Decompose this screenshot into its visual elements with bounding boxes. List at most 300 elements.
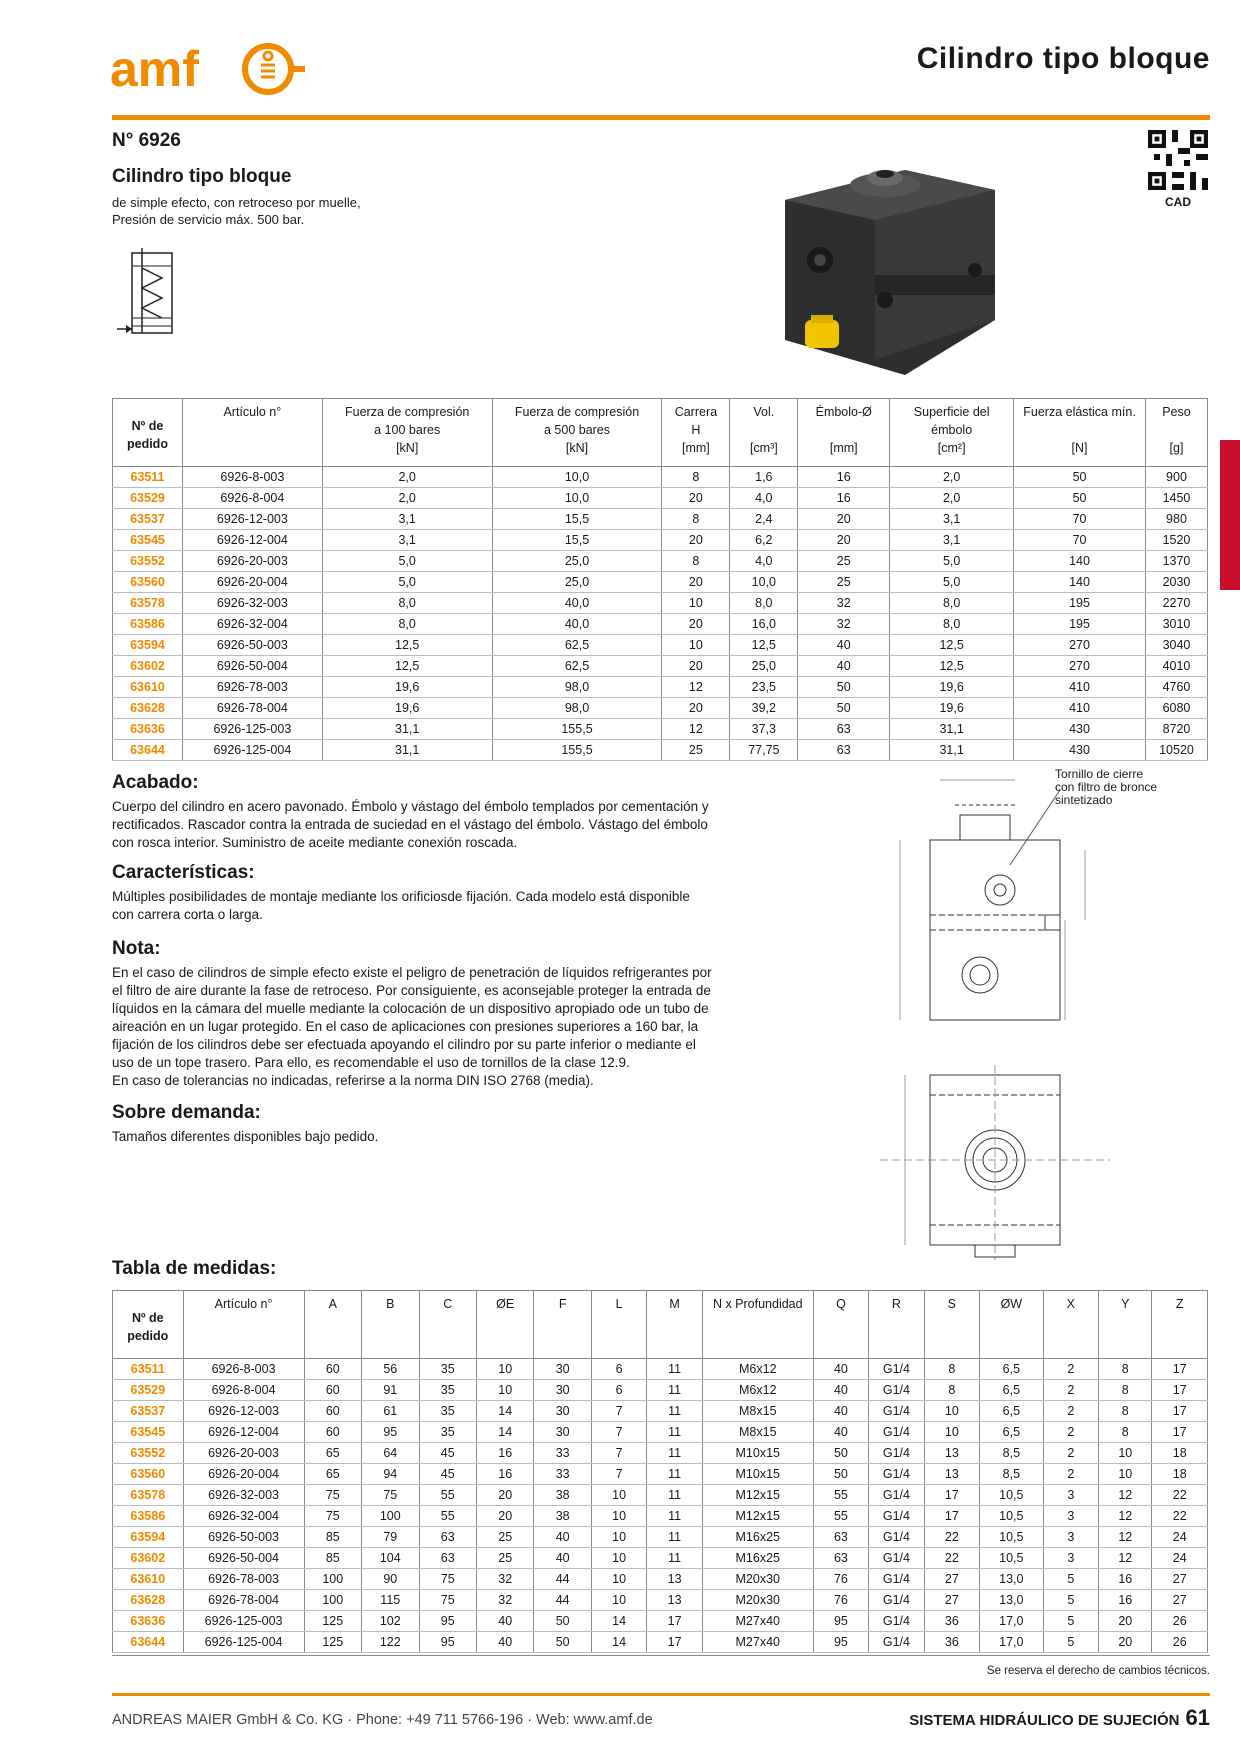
table-row (113, 1506, 1208, 1527)
table-cell: 13,0 (980, 1590, 1044, 1611)
table-cell: 20 (798, 530, 890, 551)
table-cell: G1/4 (869, 1380, 924, 1401)
table-cell: 64 (362, 1443, 419, 1464)
table-cell: 14 (591, 1611, 646, 1632)
table-cell: 63 (798, 740, 890, 761)
table-cell: 35 (419, 1359, 476, 1380)
table-cell: 6926-50-003 (182, 635, 322, 656)
table-cell: 980 (1145, 509, 1207, 530)
table-cell: 17,0 (980, 1611, 1044, 1632)
table-cell: 75 (419, 1569, 476, 1590)
header-cell: N x Profundidad (702, 1291, 813, 1359)
table-cell: 50 (534, 1632, 591, 1653)
table-cell: 3,1 (322, 530, 492, 551)
table-cell: 6,5 (980, 1422, 1044, 1443)
order-number-cell: 63610 (113, 677, 183, 698)
table-cell: 63 (419, 1548, 476, 1569)
table-row (113, 1485, 1208, 1506)
table-cell: 6926-50-003 (183, 1527, 304, 1548)
table-cell: G1/4 (869, 1443, 924, 1464)
nota-heading: Nota: (112, 938, 161, 959)
table-cell: 270 (1014, 656, 1146, 677)
technical-drawing-front (860, 1045, 1110, 1265)
header-cell: Superficie del émbolo [cm²] (890, 399, 1014, 467)
table-row (113, 488, 1208, 509)
table-row (113, 1464, 1208, 1485)
specs-table (112, 398, 1208, 761)
table-cell: 44 (534, 1569, 591, 1590)
section-name: SISTEMA HIDRÁULICO DE SUJECIÓN (909, 1712, 1180, 1729)
table-cell: 65 (304, 1464, 361, 1485)
table-cell: 12 (1099, 1548, 1152, 1569)
table-cell: 2 (1043, 1464, 1098, 1485)
section-color-tab (1220, 440, 1240, 590)
table-cell: 75 (362, 1485, 419, 1506)
table-cell: 16 (798, 467, 890, 488)
table-row (113, 1548, 1208, 1569)
order-number-cell: 63602 (113, 656, 183, 677)
table-cell: 2 (1043, 1359, 1098, 1380)
table-cell: G1/4 (869, 1506, 924, 1527)
table-cell: 20 (662, 572, 730, 593)
table-cell: 410 (1014, 677, 1146, 698)
footer-divider (112, 1655, 1210, 1656)
table-cell: 104 (362, 1548, 419, 1569)
table-cell: 22 (1152, 1485, 1208, 1506)
table-cell: 6,2 (730, 530, 798, 551)
header-cell: M (647, 1291, 702, 1359)
table-cell: 35 (419, 1401, 476, 1422)
table-row (113, 593, 1208, 614)
page-number: 61 (1185, 1705, 1210, 1730)
table-cell: 8 (1099, 1401, 1152, 1422)
table-cell: 13,0 (980, 1569, 1044, 1590)
order-number-cell: 63560 (113, 572, 183, 593)
header-cell: F (534, 1291, 591, 1359)
table-cell: 100 (304, 1569, 361, 1590)
header-cell: ØW (980, 1291, 1044, 1359)
table-row (113, 635, 1208, 656)
table-cell: M16x25 (702, 1548, 813, 1569)
table-cell: 900 (1145, 467, 1207, 488)
table-cell: M20x30 (702, 1590, 813, 1611)
table-row (113, 719, 1208, 740)
table-cell: 10 (591, 1548, 646, 1569)
table-cell: G1/4 (869, 1401, 924, 1422)
table-row (113, 530, 1208, 551)
table-cell: 410 (1014, 698, 1146, 719)
table-cell: 5 (1043, 1590, 1098, 1611)
page-title: Cilindro tipo bloque (916, 42, 1210, 75)
table-cell: 79 (362, 1527, 419, 1548)
table-cell: 20 (662, 698, 730, 719)
cad-label: CAD (1165, 195, 1191, 209)
table-cell: 6,5 (980, 1359, 1044, 1380)
order-number-cell: 63545 (113, 530, 183, 551)
table-cell: 31,1 (890, 740, 1014, 761)
table-row (113, 509, 1208, 530)
table-cell: 10520 (1145, 740, 1207, 761)
table-cell: 125 (304, 1632, 361, 1653)
table-cell: 8720 (1145, 719, 1207, 740)
table-cell: 10 (924, 1422, 979, 1443)
acabado-text: Cuerpo del cilindro en acero pavonado. Émbolo y vástago del émbolo templados por cementación y rectificados. Rascador contra la entrada de suciedad en el vástago del émbolo. Vástago del émbolo con rosca interior. Suministro de aceite mediante conexión roscada. (112, 799, 709, 850)
table-cell: 8,0 (322, 614, 492, 635)
table-cell: 17 (924, 1485, 979, 1506)
table-cell: 8 (1099, 1359, 1152, 1380)
table-cell: 6926-32-003 (182, 593, 322, 614)
dims-header-row (113, 1291, 1208, 1359)
specs-header-row (113, 399, 1208, 467)
table-cell: 6 (591, 1380, 646, 1401)
table-cell: 27 (1152, 1590, 1208, 1611)
table-row (113, 1359, 1208, 1380)
table-cell: 95 (362, 1422, 419, 1443)
table-cell: G1/4 (869, 1422, 924, 1443)
table-cell: 8 (662, 509, 730, 530)
table-cell: 62,5 (492, 656, 662, 677)
table-cell: 12 (662, 677, 730, 698)
header-rule (112, 115, 1210, 120)
table-cell: 32 (798, 593, 890, 614)
table-cell: 6926-125-004 (183, 1632, 304, 1653)
table-cell: 7 (591, 1464, 646, 1485)
table-cell: 32 (798, 614, 890, 635)
table-cell: 65 (304, 1443, 361, 1464)
table-cell: 155,5 (492, 740, 662, 761)
table-cell: 40 (476, 1611, 533, 1632)
footer-section (909, 1705, 1210, 1731)
table-cell: 25 (662, 740, 730, 761)
table-cell: 27 (924, 1590, 979, 1611)
table-cell: 22 (924, 1548, 979, 1569)
table-cell: 19,6 (890, 698, 1014, 719)
table-cell: 26 (1152, 1611, 1208, 1632)
table-cell: M12x15 (702, 1506, 813, 1527)
table-cell: 6926-32-004 (183, 1506, 304, 1527)
table-cell: 40,0 (492, 593, 662, 614)
table-cell: 6926-12-004 (183, 1422, 304, 1443)
product-name: Cilindro tipo bloque (112, 166, 292, 187)
table-cell: 4,0 (730, 551, 798, 572)
table-cell: M27x40 (702, 1632, 813, 1653)
table-cell: 16 (1099, 1590, 1152, 1611)
table-cell: 6,5 (980, 1401, 1044, 1422)
specs-body (113, 467, 1208, 761)
table-cell: 77,75 (730, 740, 798, 761)
order-number-cell: 63545 (113, 1422, 184, 1443)
company-info: ANDREAS MAIER GmbH & Co. KG · Phone: +49 711 5766-196 · Web: www.amf.de (112, 1712, 653, 1728)
table-cell: 61 (362, 1401, 419, 1422)
table-cell: 5,0 (890, 572, 1014, 593)
header-cell: X (1043, 1291, 1098, 1359)
table-cell: 20 (662, 488, 730, 509)
table-cell: 25,0 (492, 551, 662, 572)
table-cell: 10 (924, 1401, 979, 1422)
table-cell: 5 (1043, 1569, 1098, 1590)
table-row (113, 1422, 1208, 1443)
table-cell: 50 (1014, 488, 1146, 509)
table-cell: 122 (362, 1632, 419, 1653)
table-cell: 63 (798, 719, 890, 740)
table-cell: G1/4 (869, 1569, 924, 1590)
table-cell: 4760 (1145, 677, 1207, 698)
table-row (113, 1590, 1208, 1611)
product-number: N° 6926 (112, 130, 181, 151)
qr-code-icon[interactable] (1148, 130, 1208, 190)
order-number-cell: 63578 (113, 1485, 184, 1506)
table-row (113, 467, 1208, 488)
table-cell: 2 (1043, 1401, 1098, 1422)
table-cell: 76 (813, 1569, 868, 1590)
caracteristicas-text: Múltiples posibilidades de montaje mediante los orificiosde fijación. Cada modelo está disponible con carrera corta o larga. (112, 889, 690, 922)
table-cell: G1/4 (869, 1548, 924, 1569)
table-cell: 6926-8-003 (182, 467, 322, 488)
table-cell: 60 (304, 1401, 361, 1422)
table-cell: 2 (1043, 1443, 1098, 1464)
table-cell: 75 (419, 1590, 476, 1611)
table-cell: 430 (1014, 740, 1146, 761)
table-cell: 25 (476, 1548, 533, 1569)
order-number-cell: 63594 (113, 635, 183, 656)
table-cell: 2,0 (890, 467, 1014, 488)
table-cell: 6926-32-004 (182, 614, 322, 635)
table-cell: 24 (1152, 1548, 1208, 1569)
table-cell: 27 (1152, 1569, 1208, 1590)
table-cell: 25 (798, 572, 890, 593)
order-number-cell: 63644 (113, 1632, 184, 1653)
table-cell: 94 (362, 1464, 419, 1485)
header-cell: Carrera H [mm] (662, 399, 730, 467)
table-cell: 75 (304, 1485, 361, 1506)
demanda-heading: Sobre demanda: (112, 1102, 261, 1123)
table-cell: 55 (419, 1506, 476, 1527)
table-cell: 19,6 (322, 677, 492, 698)
table-cell: 11 (647, 1485, 702, 1506)
table-cell: 50 (534, 1611, 591, 1632)
table-cell: 11 (647, 1359, 702, 1380)
table-row (113, 1380, 1208, 1401)
table-cell: 5 (1043, 1611, 1098, 1632)
table-cell: 31,1 (322, 719, 492, 740)
table-row (113, 551, 1208, 572)
table-cell: G1/4 (869, 1527, 924, 1548)
table-cell: 140 (1014, 572, 1146, 593)
table-cell: 2,0 (322, 467, 492, 488)
table-cell: 10,5 (980, 1485, 1044, 1506)
order-number-cell: 63636 (113, 719, 183, 740)
table-cell: 40 (813, 1380, 868, 1401)
table-cell: 95 (813, 1632, 868, 1653)
order-number-cell: 63529 (113, 488, 183, 509)
table-cell: 115 (362, 1590, 419, 1611)
header-cell: B (362, 1291, 419, 1359)
table-cell: G1/4 (869, 1464, 924, 1485)
table-cell: M10x15 (702, 1464, 813, 1485)
table-cell: 19,6 (322, 698, 492, 719)
table-cell: 17 (647, 1611, 702, 1632)
table-cell: 6 (591, 1359, 646, 1380)
header-cell: L (591, 1291, 646, 1359)
table-cell: 55 (419, 1485, 476, 1506)
table-cell: 10 (591, 1590, 646, 1611)
table-cell: 100 (362, 1506, 419, 1527)
order-number-cell: 63644 (113, 740, 183, 761)
table-row (113, 656, 1208, 677)
table-cell: 6926-78-003 (182, 677, 322, 698)
table-cell: 20 (662, 614, 730, 635)
caracteristicas-heading: Características: (112, 862, 255, 883)
header-cell: Fuerza de compresión a 500 bares [kN] (492, 399, 662, 467)
table-cell: 25 (476, 1527, 533, 1548)
table-cell: M16x25 (702, 1527, 813, 1548)
table-cell: 4010 (1145, 656, 1207, 677)
table-cell: 30 (534, 1422, 591, 1443)
table-cell: 8 (924, 1359, 979, 1380)
table-row (113, 1569, 1208, 1590)
table-cell: 12,5 (322, 656, 492, 677)
table-cell: 22 (924, 1527, 979, 1548)
table-cell: 33 (534, 1443, 591, 1464)
table-cell: 16 (476, 1443, 533, 1464)
table-cell: 8,0 (730, 593, 798, 614)
table-cell: 23,5 (730, 677, 798, 698)
table-cell: 50 (798, 698, 890, 719)
table-cell: 6926-12-004 (182, 530, 322, 551)
header-cell: Z (1152, 1291, 1208, 1359)
table-cell: 10 (662, 635, 730, 656)
header-cell: Nº de pedido (113, 399, 183, 467)
header-cell: Fuerza de compresión a 100 bares [kN] (322, 399, 492, 467)
header-cell: Artículo n° (182, 399, 322, 467)
table-cell: 2030 (1145, 572, 1207, 593)
table-cell: 25,0 (730, 656, 798, 677)
table-cell: 12 (1099, 1485, 1152, 1506)
table-cell: 8 (924, 1380, 979, 1401)
table-cell: 25,0 (492, 572, 662, 593)
table-cell: G1/4 (869, 1359, 924, 1380)
table-cell: 12,5 (322, 635, 492, 656)
order-number-cell: 63552 (113, 1443, 184, 1464)
table-cell: 11 (647, 1464, 702, 1485)
table-cell: 55 (813, 1506, 868, 1527)
table-cell: 63 (813, 1527, 868, 1548)
table-cell: 12,5 (890, 656, 1014, 677)
table-cell: 195 (1014, 593, 1146, 614)
table-cell: 6926-20-003 (182, 551, 322, 572)
table-cell: 50 (798, 677, 890, 698)
table-cell: 98,0 (492, 677, 662, 698)
table-cell: 11 (647, 1401, 702, 1422)
order-number-cell: 63560 (113, 1464, 184, 1485)
table-cell: G1/4 (869, 1632, 924, 1653)
table-cell: 40,0 (492, 614, 662, 635)
table-cell: 60 (304, 1422, 361, 1443)
table-cell: 3,1 (322, 509, 492, 530)
table-cell: 30 (534, 1380, 591, 1401)
table-cell: 2,0 (890, 488, 1014, 509)
table-cell: 70 (1014, 509, 1146, 530)
table-cell: 7 (591, 1443, 646, 1464)
header-cell: Peso [g] (1145, 399, 1207, 467)
header-cell: Q (813, 1291, 868, 1359)
hydraulic-symbol-icon (112, 248, 182, 348)
table-cell: 11 (647, 1527, 702, 1548)
amf-logo (110, 38, 305, 98)
table-cell: 11 (647, 1422, 702, 1443)
table-cell: 10 (476, 1359, 533, 1380)
table-cell: 26 (1152, 1632, 1208, 1653)
table-cell: 20 (1099, 1632, 1152, 1653)
table-cell: M27x40 (702, 1611, 813, 1632)
table-cell: 30 (534, 1359, 591, 1380)
table-cell: 11 (647, 1548, 702, 1569)
table-cell: 8 (1099, 1380, 1152, 1401)
table-cell: 95 (419, 1632, 476, 1653)
footer-rule (112, 1693, 1210, 1696)
table-cell: 11 (647, 1506, 702, 1527)
table-cell: 16 (476, 1464, 533, 1485)
table-cell: 56 (362, 1359, 419, 1380)
table-cell: 20 (476, 1485, 533, 1506)
table-cell: 1520 (1145, 530, 1207, 551)
table-cell: 95 (813, 1611, 868, 1632)
order-number-cell: 63578 (113, 593, 183, 614)
table-cell: 95 (419, 1611, 476, 1632)
table-cell: 10,5 (980, 1506, 1044, 1527)
table-cell: G1/4 (869, 1590, 924, 1611)
table-cell: 17 (924, 1506, 979, 1527)
table-cell: 20 (476, 1506, 533, 1527)
table-cell: 3 (1043, 1548, 1098, 1569)
table-cell: 44 (534, 1590, 591, 1611)
header-cell: S (924, 1291, 979, 1359)
table-cell: 140 (1014, 551, 1146, 572)
table-cell: 25 (798, 551, 890, 572)
table-row (113, 614, 1208, 635)
table-cell: 17 (1152, 1422, 1208, 1443)
table-cell: 85 (304, 1548, 361, 1569)
table-cell: 20 (1099, 1611, 1152, 1632)
table-cell: 3 (1043, 1485, 1098, 1506)
table-cell: 14 (591, 1632, 646, 1653)
table-cell: 2,0 (322, 488, 492, 509)
table-cell: 13 (647, 1569, 702, 1590)
table-cell: G1/4 (869, 1611, 924, 1632)
table-cell: 6926-125-003 (183, 1611, 304, 1632)
header-cell: C (419, 1291, 476, 1359)
table-cell: 6926-8-004 (183, 1380, 304, 1401)
table-cell: 91 (362, 1380, 419, 1401)
table-cell: 12 (1099, 1506, 1152, 1527)
table-cell: 2 (1043, 1380, 1098, 1401)
drawing-callout: Tornillo de cierre con filtro de bronce sintetizado (1055, 767, 1158, 807)
table-cell: 20 (662, 530, 730, 551)
table-cell: 6926-78-004 (182, 698, 322, 719)
table-cell: 37,3 (730, 719, 798, 740)
table-cell: 22 (1152, 1506, 1208, 1527)
table-cell: 75 (304, 1506, 361, 1527)
header-cell: ØE (476, 1291, 533, 1359)
table-row (113, 1527, 1208, 1548)
table-cell: M12x15 (702, 1485, 813, 1506)
table-cell: 1450 (1145, 488, 1207, 509)
table-cell: 6926-78-003 (183, 1569, 304, 1590)
order-number-cell: 63594 (113, 1527, 184, 1548)
table-cell: 6926-8-004 (182, 488, 322, 509)
table-cell: 8,5 (980, 1464, 1044, 1485)
table-cell: 4,0 (730, 488, 798, 509)
